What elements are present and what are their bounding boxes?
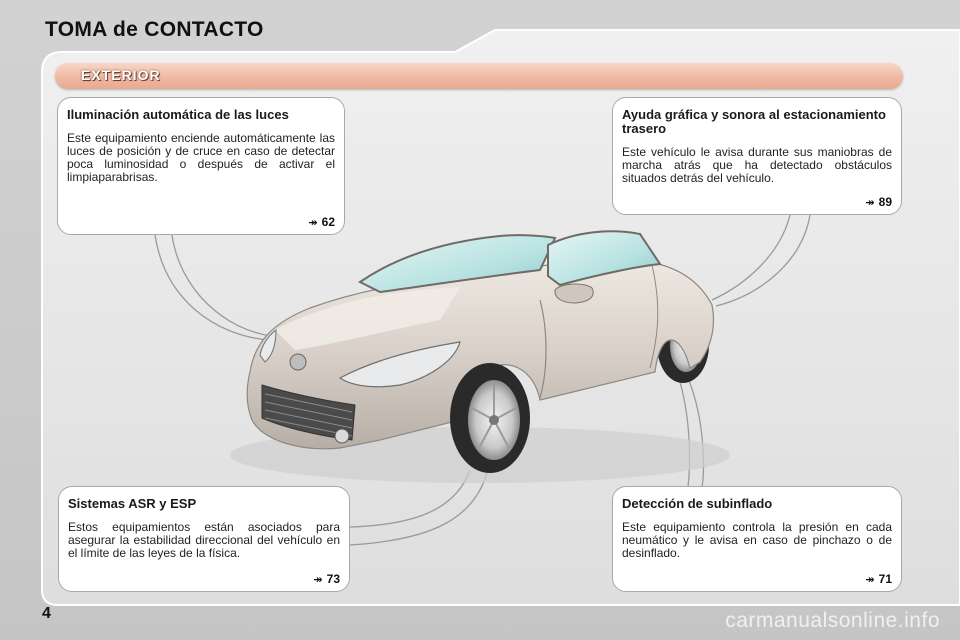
double-arrow-icon: ↠ (308, 217, 318, 229)
page-reference[interactable] (865, 195, 892, 209)
fog-light (335, 429, 349, 443)
box-title: Ayuda gráfica y sonora al estacionamiento trasero (622, 107, 886, 136)
page-title: TOMA de CONTACTO (45, 18, 264, 41)
page-reference-number: 89 (878, 195, 892, 209)
double-arrow-icon: ↠ (865, 574, 875, 586)
box-text: Este equipamiento enciende automáticamente las luces de posición y de cruce en caso de detectar poca luminosidad o después de activar el limpiaparabrisas. (67, 131, 335, 184)
info-box-underinflation (612, 486, 902, 592)
brand-badge (290, 354, 306, 370)
page-reference-number: 62 (321, 215, 335, 229)
page-reference-number: 71 (878, 572, 892, 586)
page-reference[interactable] (308, 215, 335, 229)
section-header-bar (55, 63, 903, 89)
box-text: Este equipamiento controla la presión en cada neumático y le avisa en caso de pinchazo o de desinflado. (622, 520, 892, 560)
section-label: EXTERIOR (81, 67, 161, 83)
watermark: carmanualsonline.info (725, 609, 940, 632)
box-title: Detección de subinflado (622, 496, 773, 511)
info-box-parking-assist (612, 97, 902, 215)
page-reference-number: 73 (326, 572, 340, 586)
page-reference[interactable] (865, 572, 892, 586)
box-title: Iluminación automática de las luces (67, 107, 289, 122)
box-text: Estos equipamientos están asociados para asegurar la estabilidad direccional del vehículo en el límite de las leyes de la física. (68, 520, 340, 560)
double-arrow-icon: ↠ (313, 574, 323, 586)
info-box-automatic-lights (57, 97, 345, 235)
double-arrow-icon: ↠ (865, 197, 875, 209)
page-number: 4 (42, 605, 51, 622)
page-reference[interactable] (313, 572, 340, 586)
info-box-asr-esp (58, 486, 350, 592)
box-text: Este vehículo le avisa durante sus maniobras de marcha atrás que ha detectado obstáculos situados detrás del vehículo. (622, 145, 892, 185)
side-mirror (555, 284, 593, 303)
box-title: Sistemas ASR y ESP (68, 496, 197, 511)
